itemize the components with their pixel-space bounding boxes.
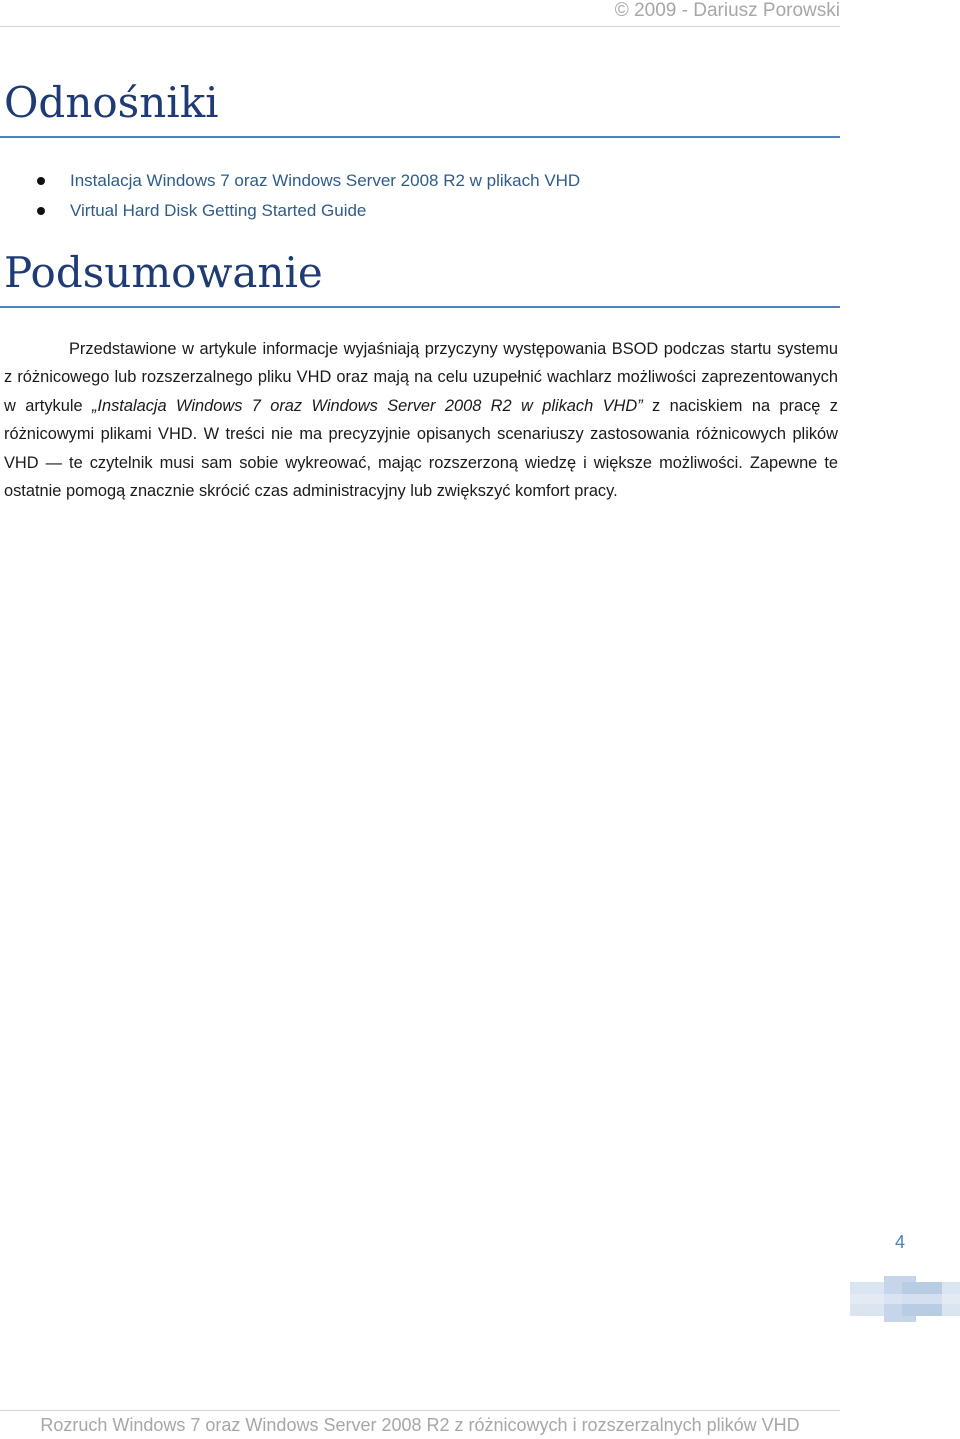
section-title-references: Odnośniki <box>4 78 219 127</box>
page-footer: Rozruch Windows 7 oraz Windows Server 2008 R2 z różnicowych i rozszerzalnych plików VHD <box>40 1415 800 1435</box>
page-number: 4 <box>894 1232 905 1252</box>
footer-divider <box>0 1410 840 1411</box>
bullet-icon <box>37 207 45 215</box>
section-title-summary: Podsumowanie <box>4 248 323 297</box>
section-divider-references <box>0 136 840 138</box>
page-header: © 2009 - Dariusz Porowski <box>614 0 840 21</box>
list-item <box>0 166 840 196</box>
summary-paragraph <box>4 335 838 505</box>
summary-text-before: Przedstawione w artykule informacje wyjaśniają przyczyny występowania BSOD podczas startu systemu z różnicowego lub rozszerzalnego pliku VHD oraz mają na celu uzupełnić wachlarz możliwości zaprezentowanych w artykule <box>4 340 838 415</box>
summary-text-after: z naciskiem na pracę z różnicowymi plikami VHD. W treści nie ma precyzyjnie opisanych scenariuszy zastosowania różnicowych plików VHD — te czytelnik musi sam sobie wykreować, mając rozszerzoną wiedzę i większe możliwości. Zapewne te ostatnie pomogą znacznie skrócić czas administracyjny lub zwiększyć komfort pracy. <box>4 396 838 501</box>
summary-article-title: „Instalacja Windows 7 oraz Windows Server 2008 R2 w plikach VHD” <box>91 396 643 415</box>
references-list <box>0 166 840 226</box>
bullet-icon <box>37 177 45 185</box>
section-divider-summary <box>0 306 840 308</box>
header-divider <box>0 26 840 27</box>
reference-link-install-vhd[interactable]: Instalacja Windows 7 oraz Windows Server 2008 R2 w plikach VHD <box>70 171 581 190</box>
page-corner-decoration-icon <box>850 1276 960 1322</box>
reference-link-vhd-guide[interactable]: Virtual Hard Disk Getting Started Guide <box>70 201 367 220</box>
list-item <box>0 196 840 226</box>
